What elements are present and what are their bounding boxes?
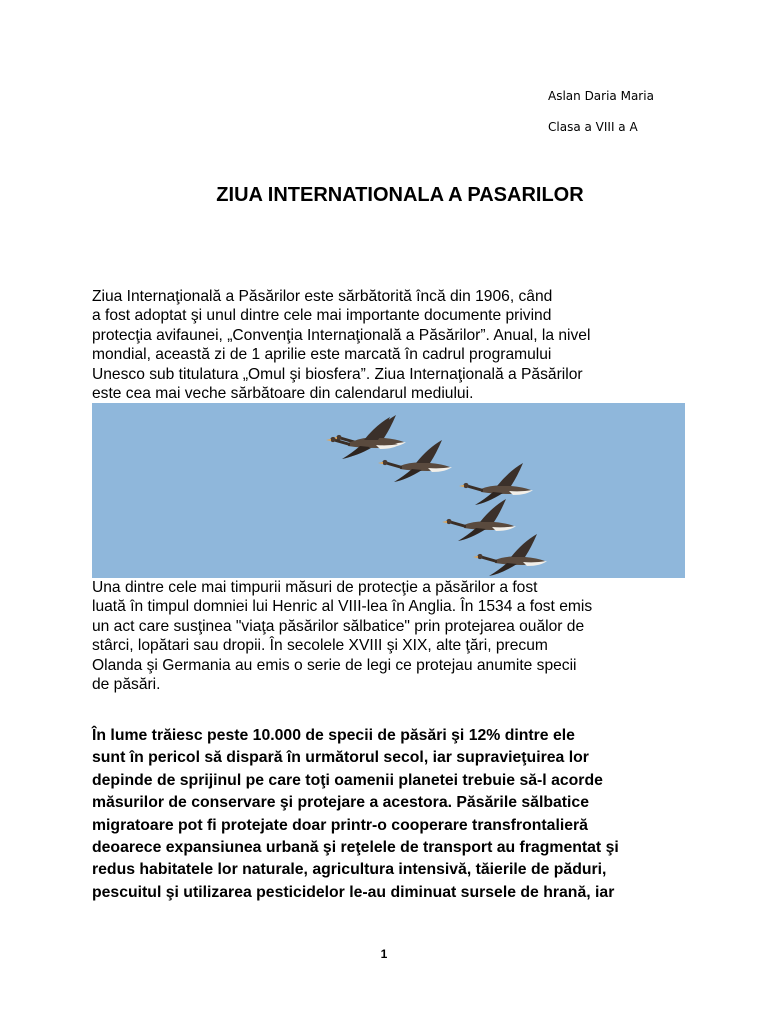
paragraph-line: protecţia avifaunei, „Convenţia Internaţională a Păsărilor”. Anual, la nivel — [92, 326, 591, 344]
paragraph-line: este cea mai veche sărbătoare din calendarul mediului. — [92, 385, 474, 403]
paragraph-1 — [92, 287, 682, 403]
paragraph-line: a fost adoptat şi unul dintre cele mai importante documente privind — [92, 307, 552, 325]
paragraph-line: Olanda şi Germania au emis o serie de legi ce protejau anumite specii — [92, 656, 577, 674]
paragraph-line: pescuitul şi utilizarea pesticidelor le-au diminuat sursele de hrană, iar — [92, 883, 615, 901]
paragraph-line: Una dintre cele mai timpurii măsuri de protecţie a păsărilor a fost — [92, 579, 538, 596]
paragraph-line: sunt în pericol să dispară în următorul secol, iar supravieţuirea lor — [92, 749, 589, 767]
paragraph-line: luată în timpul domniei lui Henric al VIII-lea în Anglia. În 1534 a fost emis — [92, 598, 593, 616]
paragraph-line: depinde de sprijinul pe care toţi oamenii planetei trebuie să-l acorde — [92, 771, 603, 789]
paragraph-line: În lume trăiesc peste 10.000 de specii de păsări şi 12% dintre ele — [92, 727, 575, 744]
paragraph-line: de păsări. — [92, 676, 161, 694]
header-author: Aslan Daria Maria — [548, 89, 654, 103]
paragraph-line: Ziua Internaţională a Păsărilor este sărbătorită încă din 1906, când — [92, 288, 553, 305]
paragraph-line: mondial, această zi de 1 aprilie este marcată în cadrul programului — [92, 346, 552, 364]
document-title: ZIUA INTERNATIONALA A PASARILOR — [216, 184, 584, 206]
geese-flock-photo — [92, 403, 685, 578]
paragraph-2 — [92, 578, 682, 694]
paragraph-line: stârci, lopătari sau dropii. În secolele XVIII şi XIX, alte ţări, precum — [92, 637, 548, 655]
paragraph-line: Unesco sub titulatura „Omul şi biosfera”. Ziua Internaţională a Păsărilor — [92, 365, 583, 383]
paragraph-line: măsurilor de conservare şi protejare a acestora. Păsările sălbatice — [92, 794, 589, 812]
paragraph-line: deoarece expansiunea urbană şi reţelele de transport au fragmentat şi — [92, 839, 619, 857]
header-class: Clasa a VIII a A — [548, 120, 638, 134]
paragraph-line: redus habitatele lor naturale, agricultura intensivă, tăierile de păduri, — [92, 861, 607, 879]
paragraph-line: un act care susţinea "viaţa păsărilor sălbatice" prin protejarea ouălor de — [92, 617, 585, 635]
paragraph-3 — [92, 725, 682, 904]
page-number: 1 — [380, 947, 388, 961]
paragraph-line: migratoare pot fi protejate doar printr-o cooperare transfrontalieră — [92, 816, 588, 834]
